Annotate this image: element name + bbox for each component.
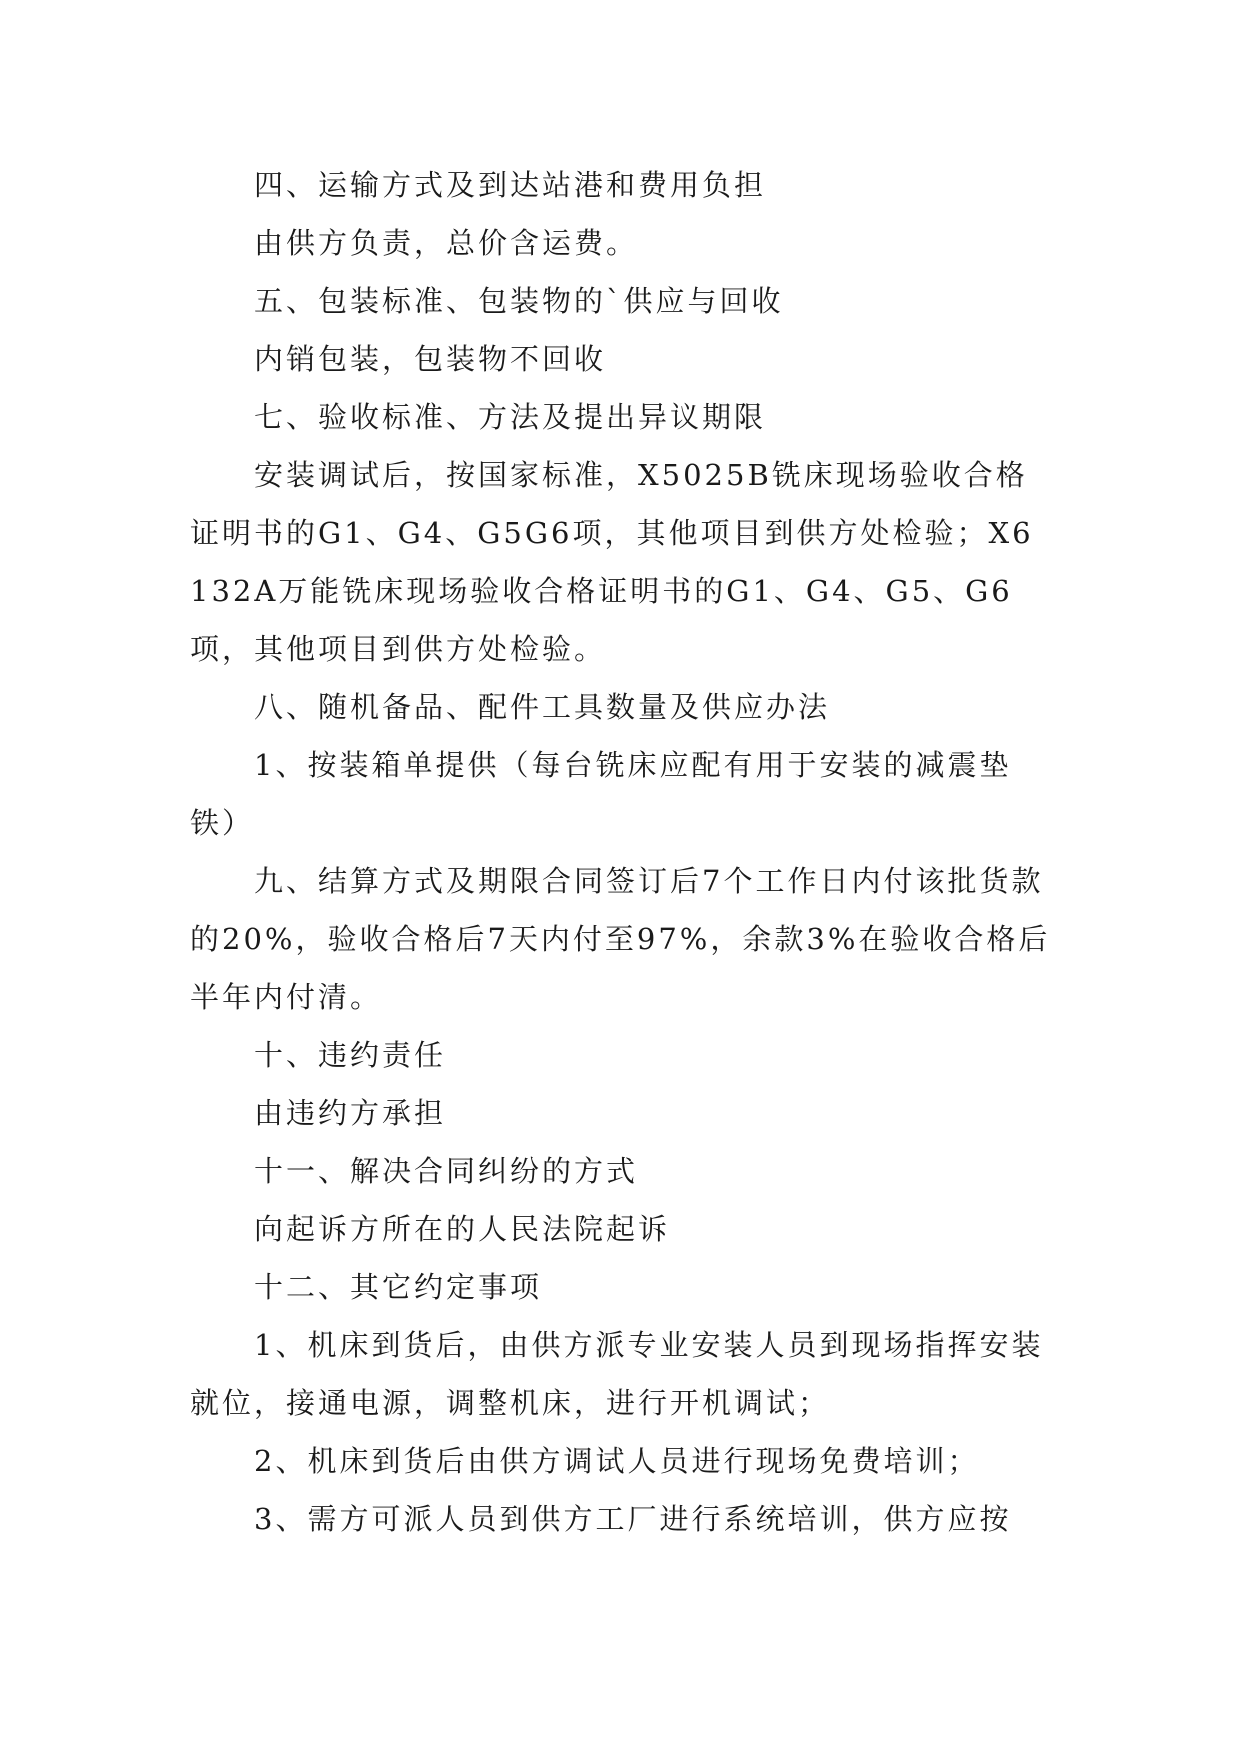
document-body: [190, 156, 1052, 1548]
settlement-text: 九、结算方式及期限合同签订后7个工作日内付该批货款的20%，验收合格后7天内付至97%，余款3%在验收合格后半年内付清。: [190, 864, 1051, 1014]
heading-packaging: 五、包装标准、包装物的`供应与回收: [254, 284, 784, 318]
transport-text: 由供方负责，总价含运费。: [254, 226, 639, 260]
spare-parts-text: 1、按装箱单提供（每台铣床应配有用于安装的减震垫铁）: [190, 748, 1012, 840]
heading-acceptance: 七、验收标准、方法及提出异议期限: [254, 400, 767, 434]
heading-disputes: 十一、解决合同纠纷的方式: [254, 1154, 639, 1188]
heading-spare-parts: 八、随机备品、配件工具数量及供应办法: [254, 690, 831, 724]
heading-transport: 四、运输方式及到达站港和费用负担: [254, 168, 767, 202]
other-matters-item-2: 2、机床到货后由供方调试人员进行现场免费培训；: [254, 1444, 980, 1478]
liability-text: 由违约方承担: [254, 1096, 447, 1130]
packaging-text: 内销包装，包装物不回收: [254, 342, 607, 376]
heading-liability: 十、违约责任: [254, 1038, 447, 1072]
heading-other-matters: 十二、其它约定事项: [254, 1270, 543, 1304]
disputes-text: 向起诉方所在的人民法院起诉: [254, 1212, 671, 1246]
other-matters-item-1: 1、机床到货后，由供方派专业安装人员到现场指挥安装就位，接通电源，调整机床，进行开机调试；: [190, 1328, 1044, 1420]
acceptance-text: 安装调试后，按国家标准，X5025B铣床现场验收合格证明书的G1、G4、G5G6项，其他项目到供方处检验；X6132A万能铣床现场验收合格证明书的G1、G4、G5、G6项，其他项目到供方处检验。: [190, 458, 1034, 666]
other-matters-item-3: 3、需方可派人员到供方工厂进行系统培训，供方应按: [254, 1502, 1012, 1536]
